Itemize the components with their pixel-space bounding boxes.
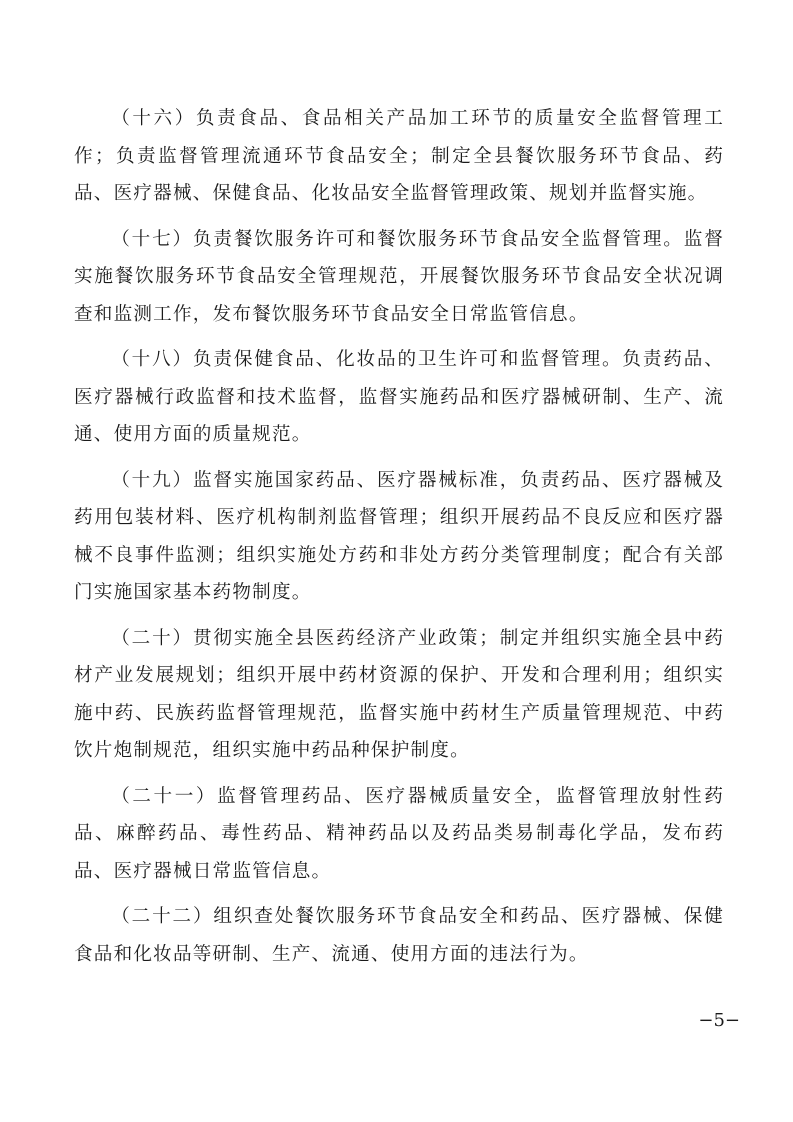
paragraph-16: （十六）负责食品、食品相关产品加工环节的质量安全监督管理工作；负责监督管理流通环节食品安全；制定全县餐饮服务环节食品、药品、医疗器械、保健食品、化妆品安全监督管理政策、规划并监督实施。 [74, 108, 724, 204]
page-number: −5− [698, 1010, 740, 1031]
paragraph-20: （二十）贯彻实施全县医药经济产业政策；制定并组织实施全县中药材产业发展规划；组织开展中药材资源的保护、开发和合理利用；组织实施中药、民族药监督管理规范，监督实施中药材生产质量管理规范、中药饮片炮制规范，组织实施中药品种保护制度。 [74, 627, 724, 761]
paragraph-19: （十九）监督实施国家药品、医疗器械标准，负责药品、医疗器械及药用包装材料、医疗机构制剂监督管理；组织开展药品不良反应和医疗器械不良事件监测；组织实施处方药和非处方药分类管理制度；配合有关部门实施国家基本药物制度。 [74, 469, 724, 603]
paragraph-21: （二十一）监督管理药品、医疗器械质量安全，监督管理放射性药品、麻醉药品、毒性药品、精神药品以及药品类易制毒化学品，发布药品、医疗器械日常监管信息。 [74, 785, 724, 882]
document-body [74, 100, 724, 981]
paragraph-17: （十七）负责餐饮服务许可和餐饮服务环节食品安全监督管理。监督实施餐饮服务环节食品安全管理规范，开展餐饮服务环节食品安全状况调查和监测工作，发布餐饮服务环节食品安全日常监管信息。 [74, 228, 724, 325]
paragraph-22: （二十二）组织查处餐饮服务环节食品安全和药品、医疗器械、保健食品和化妆品等研制、生产、流通、使用方面的违法行为。 [74, 906, 724, 965]
paragraph-18: （十八）负责保健食品、化妆品的卫生许可和监督管理。负责药品、医疗器械行政监督和技术监督，监督实施药品和医疗器械研制、生产、流通、使用方面的质量规范。 [74, 349, 724, 445]
